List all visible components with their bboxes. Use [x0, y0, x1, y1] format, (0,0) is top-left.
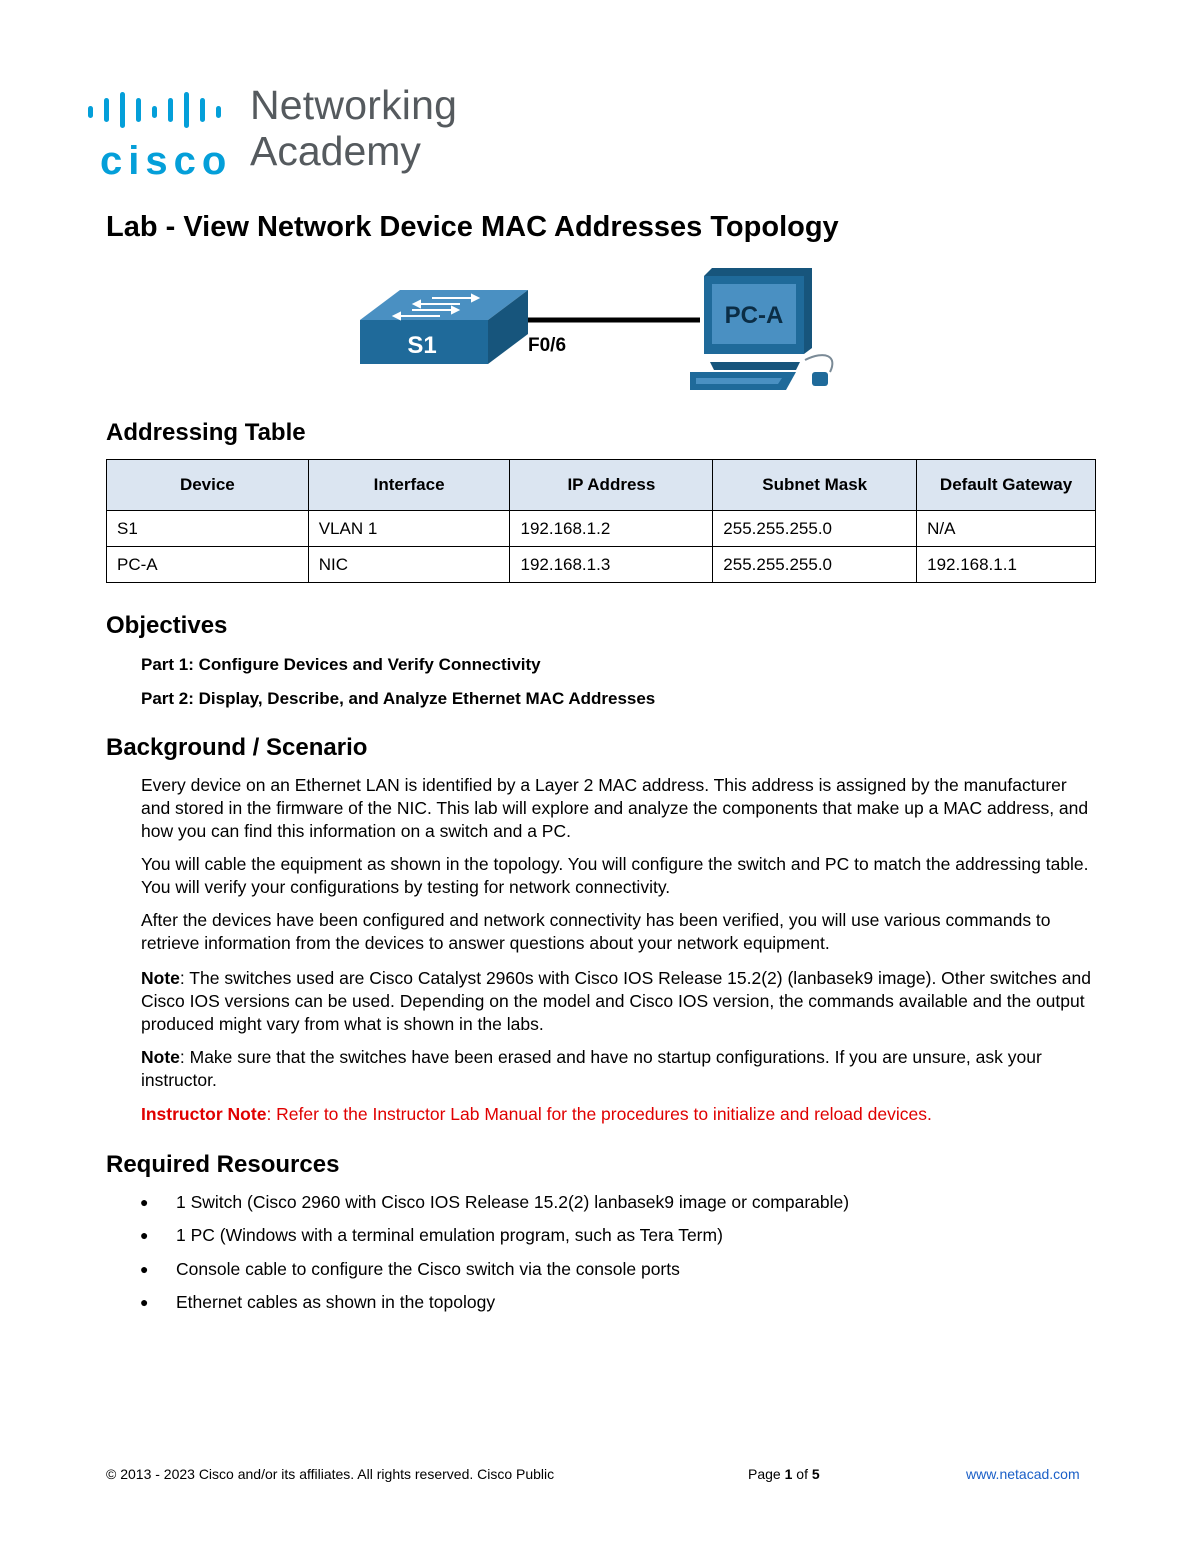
objectives-heading: Objectives	[106, 612, 228, 639]
list-item-text: 1 PC (Windows with a terminal emulation program, such as Tera Term)	[176, 1225, 723, 1245]
background-paragraph: Every device on an Ethernet LAN is identified by a Layer 2 MAC address. This address is assigned by the manufacturer and stored in the firmware of the NIC. This lab will explore and analyze the components that make up a MAC address, and how you can find this information on a switch and a PC.	[141, 775, 1089, 841]
cisco-networking-academy-logo	[86, 84, 476, 184]
table-cell: VLAN 1	[308, 511, 510, 547]
note-text: : Make sure that the switches have been erased and have no startup configurations. If you are unsure, ask your instructor.	[141, 1047, 1042, 1090]
note-paragraph	[141, 967, 1091, 1036]
bullet-icon: ●	[140, 1227, 149, 1243]
page-total: 5	[811, 1466, 820, 1482]
topology-diagram	[360, 268, 850, 398]
note-text: : The switches used are Cisco Catalyst 2960s with Cisco IOS Release 15.2(2) (lanbasek9 image). Other switches and Cisco IOS versions can be used. Depending on the model and Cisco IOS version, the commands available and the output produced might vary from what is shown in the labs.	[141, 968, 1091, 1034]
footer-netacad-link[interactable]: www.netacad.com	[966, 1466, 1080, 1482]
list-item-text: Ethernet cables as shown in the topology	[176, 1292, 496, 1312]
table-cell: PC-A	[107, 547, 309, 583]
logo-academy-text: Academy	[250, 128, 421, 174]
table-cell: 255.255.255.0	[713, 547, 917, 583]
switch-label: S1	[407, 332, 437, 359]
page-mid: of	[792, 1466, 812, 1482]
page-prefix: Page	[748, 1466, 785, 1482]
table-cell: N/A	[917, 511, 1096, 547]
table-cell: 192.168.1.2	[510, 511, 713, 547]
port-label: F0/6	[528, 335, 567, 356]
table-cell: 192.168.1.3	[510, 547, 713, 583]
pc-label: PC-A	[724, 302, 784, 329]
cisco-bars-icon	[86, 92, 236, 128]
page-title: Lab - View Network Device MAC Addresses Topology	[106, 211, 839, 243]
background-paragraph: You will cable the equipment as shown in the topology. You will configure the switch and PC to match the addressing table. You will verify your configurations by testing for network connectivity.	[141, 854, 1089, 897]
table-cell: NIC	[308, 547, 510, 583]
table-cell: 192.168.1.1	[917, 547, 1096, 583]
column-header: IP Address	[510, 460, 713, 511]
required-resources-heading: Required Resources	[106, 1151, 340, 1178]
instructor-note-label: Instructor Note	[141, 1104, 267, 1124]
bullet-icon: ●	[140, 1194, 149, 1210]
note-label: Note	[141, 1047, 180, 1067]
bullet-icon: ●	[140, 1261, 149, 1277]
note-paragraph	[141, 1046, 1091, 1092]
switch-icon	[360, 290, 528, 364]
note-label: Note	[141, 968, 180, 988]
column-header: Interface	[308, 460, 510, 511]
bullet-icon: ●	[140, 1294, 149, 1310]
table-cell: S1	[107, 511, 309, 547]
table-row	[107, 511, 1096, 547]
logo-networking-text: Networking	[250, 82, 458, 128]
instructor-note-paragraph	[141, 1103, 1091, 1126]
objective-item: Part 1: Configure Devices and Verify Connectivity	[141, 655, 541, 674]
column-header: Subnet Mask	[713, 460, 917, 511]
objective-item: Part 2: Display, Describe, and Analyze Ethernet MAC Addresses	[141, 689, 656, 708]
background-paragraph: After the devices have been configured and network connectivity has been verified, you will use various commands to retrieve information from the devices to answer questions about your network equipment.	[141, 910, 1051, 953]
background-heading: Background / Scenario	[106, 734, 368, 761]
addressing-table	[106, 459, 1096, 583]
pc-icon	[690, 268, 832, 390]
addressing-table-heading: Addressing Table	[106, 419, 306, 446]
column-header: Default Gateway	[917, 460, 1096, 511]
instructor-note-text: : Refer to the Instructor Lab Manual for the procedures to initialize and reload devices.	[266, 1104, 932, 1124]
footer-copyright: © 2013 - 2023 Cisco and/or its affiliates. All rights reserved. Cisco Public	[106, 1466, 555, 1482]
footer-page-number	[748, 1466, 820, 1482]
list-item-text: 1 Switch (Cisco 2960 with Cisco IOS Release 15.2(2) lanbasek9 image or comparable)	[176, 1192, 850, 1212]
table-cell: 255.255.255.0	[713, 511, 917, 547]
table-header-row	[107, 460, 1096, 511]
svg-text:cisco: cisco	[100, 139, 233, 183]
column-header: Device	[107, 460, 309, 511]
list-item-text: Console cable to configure the Cisco switch via the console ports	[176, 1259, 680, 1279]
page-current: 1	[784, 1466, 793, 1482]
table-row	[107, 547, 1096, 583]
